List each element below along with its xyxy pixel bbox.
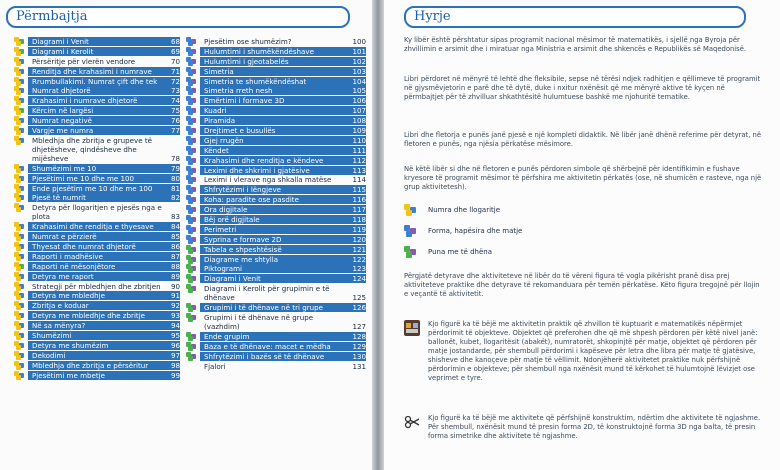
topic-symbol-icon	[186, 136, 200, 145]
topic-symbol-icon	[14, 106, 28, 115]
entry-page-number: 101	[348, 47, 366, 56]
topic-symbol-icon	[14, 351, 28, 360]
entry-title: Vargje me numra	[28, 126, 162, 135]
contents-entry	[186, 255, 366, 264]
entry-page-number: 122	[348, 255, 366, 264]
entry-title: Zbritja e koduar	[28, 301, 162, 310]
entry-page-number: 108	[348, 116, 366, 125]
contents-entry	[186, 77, 366, 86]
topic-symbol-icon	[14, 242, 28, 251]
intro-paragraph-7: Kjo figurë ka të bëjë me aktivitete që përfshijnë konstruktim, ndërtim dhe aktivitete të ngjashme. Për shembull, nxënësit mund të presin forma 2D, të konstruktojnë forma 3D nga balta, të presin forma simetrike dhe aktivitete të ngjashme.	[428, 414, 761, 440]
entry-page-number: 90	[170, 281, 180, 291]
entry-page-number: 103	[348, 67, 366, 76]
topic-symbol-icon	[14, 57, 28, 66]
entry-page-number: 69	[162, 47, 180, 56]
contents-entry	[14, 106, 180, 115]
entry-page-number: 92	[162, 301, 180, 310]
entry-page-number: 88	[162, 262, 180, 271]
entry-title: Simetria rreth nesh	[200, 86, 348, 95]
entry-title: Në sa mënyra?	[28, 321, 162, 330]
topic-symbol-icon	[14, 203, 28, 212]
entry-page-number: 82	[162, 193, 180, 202]
entry-page-number: 71	[162, 67, 180, 76]
entry-page-number: 124	[348, 274, 366, 283]
topic-symbol-icon	[14, 77, 28, 86]
entry-page-number: 96	[162, 341, 180, 350]
contents-column-1	[14, 37, 180, 381]
contents-title: Përmbajtja	[16, 9, 88, 24]
entry-title: Piktogrami	[200, 264, 348, 273]
contents-entry	[186, 352, 366, 361]
entry-title: Detyra me shumëzim	[28, 341, 162, 350]
entry-title: Numrat e përzierë	[28, 232, 162, 241]
entry-title: Renditja dhe krahasimi i numrave	[28, 67, 162, 76]
entry-title: Grupimi i të dhënave në grupe (vazhdim)	[204, 313, 314, 332]
topic-symbol-icon	[14, 184, 28, 193]
entry-title: Diagrami i Kerolit për grupimin e të dhënave	[204, 284, 330, 303]
entry-title: Numrat negativë	[28, 116, 162, 125]
contents-entry	[186, 146, 366, 155]
entry-page-number: 131	[352, 361, 366, 371]
introduction-title: Hyrje	[414, 9, 451, 24]
contents-entry	[186, 67, 366, 76]
entry-title: Pjesëtim ose shumëzim?	[204, 37, 292, 46]
topic-symbol-icon	[14, 47, 28, 56]
entry-title: Drejtimet e busullës	[200, 126, 348, 135]
entry-title: Kuadri	[200, 106, 348, 115]
topic-symbol-icon	[14, 232, 28, 241]
entry-title: Ende pjesëtim me 10 dhe me 100	[28, 184, 162, 193]
contents-entry	[186, 195, 366, 204]
contents-entry	[186, 264, 366, 273]
entry-title: Mbledhja dhe zbritja e grupeve të dhjetësheve, qindësheve dhe mijësheve	[32, 135, 152, 163]
entry-page-number: 121	[348, 245, 366, 254]
entry-title: Mbledhja dhe zbritja e përsëritur	[28, 361, 162, 370]
entry-page-number: 79	[162, 164, 180, 173]
contents-entry	[14, 184, 180, 193]
entry-title: Këndet	[200, 146, 348, 155]
entry-title: Perimetri	[200, 225, 348, 234]
entry-title: Koha: paradite ose pasdite	[200, 195, 348, 204]
contents-entry	[14, 86, 180, 95]
entry-page-number: 118	[348, 215, 366, 224]
contents-entry	[186, 57, 366, 66]
entry-page-number: 117	[348, 205, 366, 214]
contents-entry	[14, 203, 180, 221]
entry-title: Detyra për llogaritjen e pjesës nga e plota	[32, 203, 162, 222]
entry-title: Hulumtimi i gjeotabelës	[200, 57, 348, 66]
entry-page-number: 97	[162, 351, 180, 360]
entry-title: Raporti në mësonjëtore	[28, 262, 162, 271]
entry-title: Syprina e formave 2D	[200, 235, 348, 244]
contents-entry	[14, 222, 180, 231]
topic-symbol-icon	[186, 116, 200, 125]
entry-page-number: 70	[170, 56, 180, 66]
intro-paragraph-4: Në këtë libër si dhe në fletoren e punës përdoren simbole që shërbejnë për identifikimin e fushave kryesore të programit mësimor të përfshira me aktivitetin përkatës (ose, në shumicën e rasteve, nga një grup aktivitetesh).	[404, 165, 762, 191]
entry-page-number: 111	[348, 146, 366, 155]
contents-entry	[186, 332, 366, 341]
contents-entry	[186, 37, 366, 46]
entry-page-number: 120	[348, 235, 366, 244]
entry-title: Diagrami i Kerolit	[28, 47, 162, 56]
entry-title: Simetria te shumëkëndëshat	[200, 77, 348, 86]
entry-title: Detyra me mbledhje dhe zbritje	[28, 311, 162, 320]
entry-title: Dekodimi	[28, 351, 162, 360]
contents-entry	[186, 106, 366, 115]
topic-symbol-icon	[14, 174, 28, 183]
topic-symbol-icon	[186, 126, 200, 135]
entry-title: Krahasimi i numrave dhjetorë	[28, 96, 162, 105]
contents-entry	[14, 47, 180, 56]
topic-symbol-icon	[14, 291, 28, 300]
entry-page-number: 89	[162, 272, 180, 281]
entry-page-number: 110	[348, 136, 366, 145]
topic-symbol-icon	[186, 284, 200, 293]
entry-page-number: 73	[162, 86, 180, 95]
contents-entry	[14, 341, 180, 350]
entry-page-number: 106	[348, 96, 366, 105]
entry-page-number: 83	[170, 212, 180, 222]
topic-symbol-icon	[186, 215, 200, 224]
contents-entry	[186, 185, 366, 194]
entry-page-number: 81	[162, 184, 180, 193]
contents-entry	[14, 126, 180, 135]
entry-page-number: 75	[162, 106, 180, 115]
contents-entry	[14, 77, 180, 86]
contents-entry	[14, 136, 180, 163]
topic-symbol-icon	[186, 352, 200, 361]
contents-entry	[14, 351, 180, 360]
shapes-symbol-icon	[404, 225, 422, 237]
entry-title: Strategji për mbledhjen dhe zbritjen	[32, 281, 161, 291]
entry-page-number: 115	[348, 185, 366, 194]
topic-symbol-icon	[14, 371, 28, 380]
intro-paragraph-5: Përgjatë detyrave dhe aktiviteteve në libër do të vëreni figura të vogla pikërisht pranë disa prej aktiviteteve praktike dhe detyrave të rekomanduara për temën përkatëse. Këto figura tregojnë për llojin e veçantë të aktivitetit.	[404, 272, 760, 298]
entry-page-number: 113	[348, 166, 366, 175]
topic-symbol-icon	[186, 255, 200, 264]
topic-symbol-icon	[14, 331, 28, 340]
entry-page-number: 85	[162, 232, 180, 241]
topic-symbol-icon	[14, 262, 28, 271]
contents-entry	[14, 371, 180, 380]
topic-symbol-icon	[14, 193, 28, 202]
legend-label: Forma, hapësira dhe matje	[428, 227, 523, 235]
entry-title: Fjalori	[204, 361, 226, 371]
topic-symbol-icon	[186, 205, 200, 214]
contents-entry	[14, 272, 180, 281]
entry-page-number: 78	[170, 153, 180, 163]
entry-page-number: 87	[162, 252, 180, 261]
topic-symbol-icon	[186, 313, 200, 322]
intro-paragraph-1: Ky libër është përshtatur sipas programit nacional mësimor të matematikës, i sjellë nga Byroja për zhvillimin e arsimit dhe i miratuar nga Ministria e arsimit dhe shkencës e Republikës së Maqedonisë.	[404, 36, 747, 53]
contents-column-2	[186, 37, 366, 372]
contents-entry	[186, 274, 366, 283]
contents-entry	[14, 232, 180, 241]
contents-entry	[14, 331, 180, 340]
topic-symbol-icon	[14, 136, 28, 145]
entry-page-number: 76	[162, 116, 180, 125]
topic-symbol-icon	[14, 361, 28, 370]
contents-entry	[186, 284, 366, 302]
topic-symbol-icon	[186, 264, 200, 273]
numbers-symbol-icon	[404, 204, 422, 216]
topic-symbol-icon	[186, 332, 200, 341]
entry-page-number: 128	[348, 332, 366, 341]
entry-page-number: 95	[162, 331, 180, 340]
contents-entry	[14, 116, 180, 125]
contents-entry	[186, 136, 366, 145]
entry-title: Numrat dhjetorë	[28, 86, 162, 95]
topic-symbol-icon	[14, 164, 28, 173]
contents-entry	[14, 301, 180, 310]
contents-entry	[186, 126, 366, 135]
entry-page-number: 109	[348, 126, 366, 135]
entry-page-number: 72	[162, 77, 180, 86]
topic-symbol-icon	[14, 272, 28, 281]
topic-symbol-icon	[14, 301, 28, 310]
entry-page-number: 105	[348, 86, 366, 95]
topic-symbol-icon	[14, 116, 28, 125]
entry-page-number: 80	[162, 174, 180, 183]
topic-symbol-icon	[186, 47, 200, 56]
practical-activity-icon	[404, 320, 420, 336]
topic-symbol-icon	[186, 185, 200, 194]
entry-page-number: 126	[348, 303, 366, 312]
entry-page-number: 74	[162, 96, 180, 105]
entry-page-number: 125	[352, 293, 366, 303]
topic-symbol-icon	[14, 126, 28, 135]
entry-title: Shumëzimi	[28, 331, 162, 340]
entry-title: Shfrytëzimi i lëngjeve	[200, 185, 348, 194]
entry-title: Emërtimi i formave 3D	[200, 96, 348, 105]
legend-item-data	[404, 246, 492, 258]
contents-entry	[186, 205, 366, 214]
topic-symbol-icon	[14, 341, 28, 350]
entry-title: Ende grupim	[200, 332, 348, 341]
entry-page-number: 68	[162, 37, 180, 46]
entry-page-number: 130	[348, 352, 366, 361]
contents-entry	[186, 116, 366, 125]
entry-title: Tabela e shpeshtësisë	[200, 245, 348, 254]
topic-symbol-icon	[14, 96, 28, 105]
entry-title: Thyesat dhe numrat dhjetorë	[28, 242, 162, 251]
entry-title: Gjej rrugën	[200, 136, 348, 145]
data-symbol-icon	[404, 246, 422, 258]
topic-symbol-icon	[186, 106, 200, 115]
entry-title: Krahasimi dhe renditja e thyesave	[28, 222, 162, 231]
entry-title: Bëj orë digjitale	[200, 215, 348, 224]
entry-page-number: 93	[162, 311, 180, 320]
contents-entry	[186, 215, 366, 224]
contents-entry	[186, 342, 366, 351]
entry-title: Leximi i vlerave nga shkalla matëse	[204, 175, 332, 185]
legend-item-shapes	[404, 225, 522, 237]
entry-page-number: 86	[162, 242, 180, 251]
topic-symbol-icon	[186, 342, 200, 351]
contents-entry	[186, 47, 366, 56]
introduction-title-box	[404, 6, 746, 28]
entry-page-number: 116	[348, 195, 366, 204]
entry-page-number: 127	[352, 322, 366, 332]
entry-page-number: 107	[348, 106, 366, 115]
contents-entry	[14, 37, 180, 46]
entry-page-number: 104	[348, 77, 366, 86]
entry-title: Simetria	[200, 67, 348, 76]
scissors-icon	[404, 414, 420, 430]
entry-page-number: 94	[162, 321, 180, 330]
contents-entry	[14, 242, 180, 251]
contents-entry	[14, 67, 180, 76]
contents-entry	[14, 262, 180, 271]
contents-entry	[14, 57, 180, 66]
entry-title: Shfrytëzimi i bazës së të dhënave	[200, 352, 348, 361]
topic-symbol-icon	[14, 37, 28, 46]
contents-entry	[186, 175, 366, 184]
entry-title: Pjesëtimi me 10 dhe me 100	[28, 174, 162, 183]
contents-entry	[14, 193, 180, 202]
topic-symbol-icon	[186, 303, 200, 312]
contents-entry	[14, 311, 180, 320]
topic-symbol-icon	[186, 67, 200, 76]
contents-entry	[186, 96, 366, 105]
entry-title: Grupimi i të dhënave në tri grupe	[200, 303, 348, 312]
topic-symbol-icon	[186, 156, 200, 165]
contents-entry	[186, 245, 366, 254]
entry-title: Pjesë të numrit	[28, 193, 162, 202]
entry-page-number: 114	[352, 175, 366, 185]
entry-title: Kërcim në largësi	[28, 106, 162, 115]
topic-symbol-icon	[186, 96, 200, 105]
legend-item-numbers	[404, 204, 500, 216]
contents-entry	[186, 313, 366, 331]
entry-page-number: 98	[162, 361, 180, 370]
topic-symbol-icon	[14, 222, 28, 231]
entry-page-number: 100	[352, 37, 366, 46]
legend-label: Puna me të dhëna	[428, 248, 493, 256]
intro-paragraph-2: Libri përdoret në mënyrë të lehtë dhe fleksibile, sepse në tërësi ndjek radhitjen e qëllimeve të programit në gjysmëvjetorin e parë dhe të dytë, duke i nxitur nxënësit që me mënyrë aktive të kyçen në përmbajtjet për të zhvilluar shkathtësitë hulumtuese bashkë me njohuritë tematike.	[404, 75, 761, 101]
entry-title: Baza e të dhënave: macet e mëdha	[200, 342, 348, 351]
entry-title: Pjesëtimi me mbetje	[28, 371, 162, 380]
entry-title: Ora digjitale	[200, 205, 348, 214]
topic-symbol-icon	[14, 321, 28, 330]
entry-page-number: 91	[162, 291, 180, 300]
entry-title: Hulumtimi i shumëkëndëshave	[200, 47, 348, 56]
entry-page-number: 84	[162, 222, 180, 231]
contents-page	[0, 0, 372, 470]
topic-symbol-icon	[186, 57, 200, 66]
topic-symbol-icon	[186, 195, 200, 204]
entry-title: Diagrame me shtylla	[200, 255, 348, 264]
contents-entry	[14, 252, 180, 261]
intro-paragraph-6: Kjo figurë ka të bëjë me aktivitetin praktik që zhvillon të kuptuarit e matematikës nëpërmjet përdorimit të objekteve. Objektet që preferohen dhe që më shpesh përdoren për këtë nivel janë: ballonët, kubet, llogaritësit (abakët), numratorët, shkopinjtë për matje, objektet që përdoren për matje jostandarde, për shembull përdorimi i kapëseve për letra dhe libra për matje të gjatësive, shisheve dhe kanoçeve për matje të vëllimit. Ndonjëherë aktivitetet praktike nuk përfshijnë përdorimin e objekteve; për shembull nga nxënësit mund të kërkohet të hulumtojnë lëvizjet ose veprimet e tyre.	[428, 320, 758, 382]
contents-entry	[186, 235, 366, 244]
topic-symbol-icon	[186, 225, 200, 234]
entry-title: Leximi dhe shkrimi i gjatësive	[200, 166, 348, 175]
entry-title: Detyra me mbledhje	[28, 291, 162, 300]
contents-entry	[186, 362, 366, 371]
entry-title: Raporti i madhësive	[28, 252, 162, 261]
introduction-page	[384, 0, 780, 470]
entry-page-number: 99	[162, 371, 180, 380]
entry-title: Rrumbullakimi. Numrat çift dhe tek	[28, 77, 162, 86]
contents-entry	[186, 303, 366, 312]
entry-page-number: 112	[348, 156, 366, 165]
topic-symbol-icon	[186, 245, 200, 254]
contents-entry	[186, 156, 366, 165]
entry-title: Shumëzimi me 10	[28, 164, 162, 173]
contents-entry	[186, 166, 366, 175]
entry-page-number: 129	[348, 342, 366, 351]
contents-entry	[14, 361, 180, 370]
topic-symbol-icon	[186, 86, 200, 95]
contents-entry	[14, 164, 180, 173]
entry-title: Detyra me raport	[28, 272, 162, 281]
topic-symbol-icon	[186, 362, 200, 371]
topic-symbol-icon	[14, 86, 28, 95]
contents-entry	[14, 96, 180, 105]
entry-title: Diagrami i Venit	[28, 37, 162, 46]
topic-symbol-icon	[186, 37, 200, 46]
contents-entry	[14, 321, 180, 330]
topic-symbol-icon	[14, 252, 28, 261]
contents-entry	[186, 86, 366, 95]
entry-title: Diagrami i Venit	[200, 274, 348, 283]
topic-symbol-icon	[14, 282, 28, 291]
contents-title-box	[6, 6, 350, 28]
entry-title: Piramida	[200, 116, 348, 125]
intro-paragraph-3: Libri dhe fletorja e punës janë pjesë e një kompleti didaktik. Në libër janë dhënë referime për detyrat, në fletoren e punës, nga njësia përkatëse mësimore.	[404, 131, 762, 148]
contents-entry	[14, 282, 180, 291]
topic-symbol-icon	[186, 175, 200, 184]
entry-page-number: 77	[162, 126, 180, 135]
entry-title: Krahasimi dhe renditja e këndeve	[200, 156, 348, 165]
contents-entry	[14, 174, 180, 183]
book-gutter	[372, 0, 384, 470]
legend-label: Numra dhe llogaritje	[428, 206, 501, 214]
topic-symbol-icon	[14, 311, 28, 320]
topic-symbol-icon	[186, 77, 200, 86]
contents-entry	[186, 225, 366, 234]
entry-page-number: 123	[348, 264, 366, 273]
topic-symbol-icon	[14, 67, 28, 76]
contents-entry	[14, 291, 180, 300]
entry-title: Përsëritje për vlerën vendore	[32, 56, 136, 66]
topic-symbol-icon	[186, 146, 200, 155]
topic-symbol-icon	[186, 235, 200, 244]
topic-symbol-icon	[186, 274, 200, 283]
topic-symbol-icon	[186, 166, 200, 175]
entry-page-number: 119	[348, 225, 366, 234]
entry-page-number: 102	[348, 57, 366, 66]
